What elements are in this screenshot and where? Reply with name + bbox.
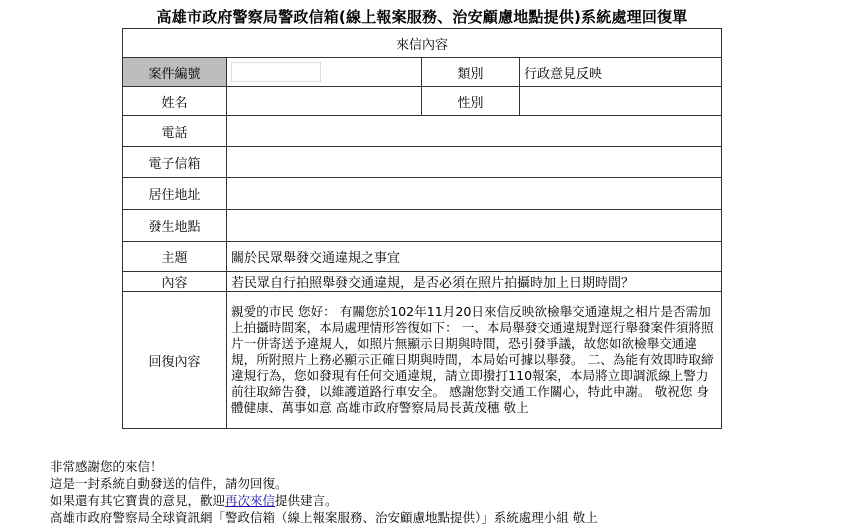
gender-value [520, 87, 722, 116]
case-no-label: 案件編號 [123, 58, 227, 87]
phone-value [227, 116, 722, 147]
page-title: 高雄市政府警察局警政信箱(線上報案服務、治安顧慮地點提供)系統處理回復單 [156, 8, 688, 26]
email-value [227, 147, 722, 178]
redacted-block [231, 62, 321, 82]
write-again-link[interactable]: 再次來信 [225, 493, 276, 508]
form-header: 來信內容 [123, 29, 722, 58]
category-value: 行政意見反映 [520, 58, 722, 87]
phone-label: 電話 [123, 116, 227, 147]
reply-form-table [122, 28, 722, 429]
reply-label: 回復內容 [123, 292, 227, 429]
reply-value: 親愛的市民 您好： 有關您於102年11月20日來信反映欲檢舉交通違規之相片是否需加上拍攝時間案，本局處理情形答復如下： 一、本局舉發交通違規對逕行舉發案件須將照片一併寄送予違規人，如照片無顯示日期與時間，恐引發爭議，故您如欲檢舉交通違規，所附照片上務必顯示正確日期與時間，本局始可據以舉發。 二、為能有效即時取締違規行為，您如發現有任何交通違規，請立即撥打110報案，本局將立即調派線上警力前往取締告發，以維護道路行車安全。 感謝您對交通工作關心，特此申謝。 敬祝您 身體健康、萬事如意 高雄市政府警察局局長黃茂穗 敬上 [227, 292, 722, 429]
subject-label: 主題 [123, 242, 227, 272]
footer [50, 458, 598, 526]
subject-value: 關於民眾舉發交通違規之事宜 [227, 242, 722, 272]
name-value [227, 87, 422, 116]
footer-thanks: 非常感謝您的來信！ [50, 459, 163, 474]
address-value [227, 178, 722, 210]
incident-location-value [227, 210, 722, 242]
name-label: 姓名 [123, 87, 227, 116]
footer-feedback-pre: 如果還有其它寶貴的意見，歡迎 [50, 493, 226, 508]
content-value: 若民眾自行拍照舉發交通違規，是否必須在照片拍攝時加上日期時間？ [227, 272, 722, 292]
case-no-value [227, 58, 422, 87]
incident-location-label: 發生地點 [123, 210, 227, 242]
category-label: 類別 [422, 58, 520, 87]
email-label: 電子信箱 [123, 147, 227, 178]
footer-auto-notice: 這是一封系統自動發送的信件，請勿回復。 [50, 476, 288, 491]
footer-feedback [50, 492, 598, 509]
content-label: 內容 [123, 272, 227, 292]
footer-signature: 高雄市政府警察局全球資訊網「警政信箱（線上報案服務、治安顧慮地點提供）」系統處理小組 敬上 [50, 510, 598, 525]
gender-label: 性別 [422, 87, 520, 116]
address-label: 居住地址 [123, 178, 227, 210]
footer-feedback-post: 提供建言。 [275, 493, 338, 508]
